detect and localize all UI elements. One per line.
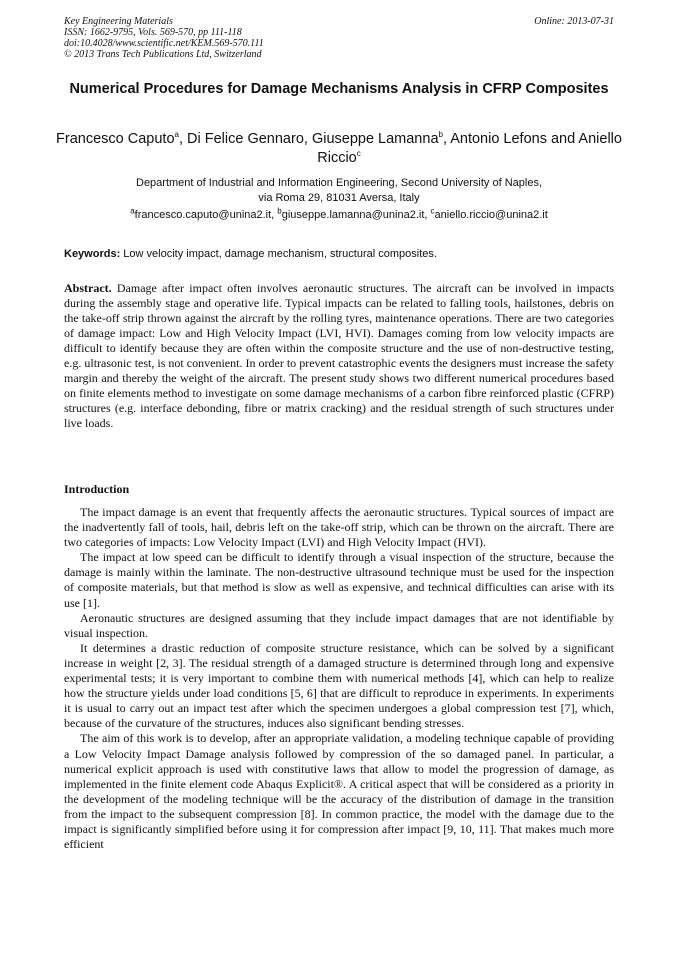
email-list	[50, 208, 628, 222]
doi-line: doi:10.4028/www.scientific.net/KEM.569-570.111	[64, 38, 264, 49]
journal-header	[64, 16, 614, 60]
affil-mark: a	[174, 130, 179, 140]
paragraph: The impact at low speed can be difficult to identify through a visual inspection of the structure, because the damage is mainly within the laminate. The non-destructive ultrasound technique must be used for the inspection of composite materials, but that method is slow as well as expensive, and technical difficulties can arise with its use [1].	[64, 550, 614, 610]
author-name: Francesco Caputo	[56, 131, 175, 147]
copyright-line: © 2013 Trans Tech Publications Ltd, Switzerland	[64, 49, 262, 60]
journal-name: Key Engineering Materials	[64, 16, 173, 27]
paragraph: It determines a drastic reduction of composite structure resistance, which can be solved by a significant increase in weight [2, 3]. The residual strength of a damaged structure is determined through long and expensive experimental tests; it is very important to combine them with numerical methods [4], which can help to realize how the structure yields under load conditions [5, 6] that are difficult to reproduce in experiments. In experiments it is usual to carry out an impact test after which the specimen undergoes a global compression test [7], which, because of the curvature of the structures, induces also significant bending stresses.	[64, 640, 614, 731]
abstract-label: Abstract.	[64, 281, 112, 295]
keywords-text: Low velocity impact, damage mechanism, structural composites.	[120, 248, 437, 260]
section-heading: Introduction	[64, 482, 130, 496]
keywords	[64, 247, 614, 261]
affiliation-line: Department of Industrial and Information Engineering, Second University of Naples,	[136, 177, 542, 189]
issn-line: ISSN: 1662-9795, Vols. 569-570, pp 111-118	[64, 27, 242, 38]
author-name: , Di Felice Gennaro, Giuseppe Lamanna	[178, 131, 439, 147]
paper-title: Numerical Procedures for Damage Mechanisms Analysis in CFRP Composites	[69, 81, 609, 97]
email-mark: b	[277, 206, 282, 216]
author-list	[50, 130, 628, 168]
affiliation-line: via Roma 29, 81031 Aversa, Italy	[258, 192, 420, 204]
affil-mark: c	[356, 149, 361, 159]
email-address: giuseppe.lamanna@unina2.it,	[281, 209, 431, 221]
abstract	[64, 281, 614, 431]
online-date: Online: 2013-07-31	[534, 16, 614, 27]
paragraph: The aim of this work is to develop, after an appropriate validation, a modeling technique capable of providing a Low Velocity Impact Damage analysis followed by compression of the so damaged panel. In particular, a numerical explicit approach is used with constitutive laws that allow to model the progression of damage, as implemented in the finite element code Abaqus Explicit®. A critical aspect that will be considered as a priority in the development of the modeling technique will be the accuracy of the distribution of damage in the transition from the impact to the subsequent compression [8]. In common practice, the model with the damage due to the impact is significantly simplified before using it for compression after impact [9, 10, 11]. That makes much more efficient	[64, 731, 614, 852]
email-address: francesco.caputo@unina2.it,	[134, 209, 278, 221]
affil-mark: b	[438, 130, 443, 140]
paragraph: Aeronautic structures are designed assuming that they include impact damages that are not identifiable by visual inspection.	[64, 610, 614, 640]
author-name: , Antonio Lefons and Aniello Riccio	[317, 131, 622, 166]
email-mark: c	[430, 206, 435, 216]
keywords-label: Keywords:	[64, 248, 121, 260]
email-mark: a	[130, 206, 135, 216]
affiliation	[60, 176, 618, 206]
email-address: aniello.riccio@unina2.it	[434, 209, 548, 221]
paragraph: The impact damage is an event that frequently affects the aeronautic structures. Typical sources of impact are the inadvertently fall of tools, hail, debris left on the take-off strip, which can be thrown on the aircraft. There are two categories of impacts: Low Velocity Impact (LVI) and High Velocity Impact (HVI).	[64, 505, 614, 550]
introduction-body	[64, 505, 614, 852]
abstract-text: Damage after impact often involves aeronautic structures. The aircraft can be involved in impacts during the assembly stage and operative life. Typical impacts can be related to falling tools, hailstones, debris on the take-off strip thrown against the aircraft by the rolling tyres, maintenance operations. There are two categories of damage impact: Low and High Velocity Impact (LVI, HVI). Damages coming from low velocity impacts are difficult to identify because they are often within the composite structure and the use of non-destructive testing, e.g. ultrasonic test, is not convenient. In order to prevent catastrophic events the designers must increase the safety margin and thereby the weight of the aircraft. The present study shows two different numerical procedures based on finite elements method to investigate on some damage mechanisms of a carbon fibre reinforced plastic (CFRP) structures (e.g. interface debonding, fibre or matrix cracking) and the residual strength of such structures under live loads.	[64, 281, 614, 430]
